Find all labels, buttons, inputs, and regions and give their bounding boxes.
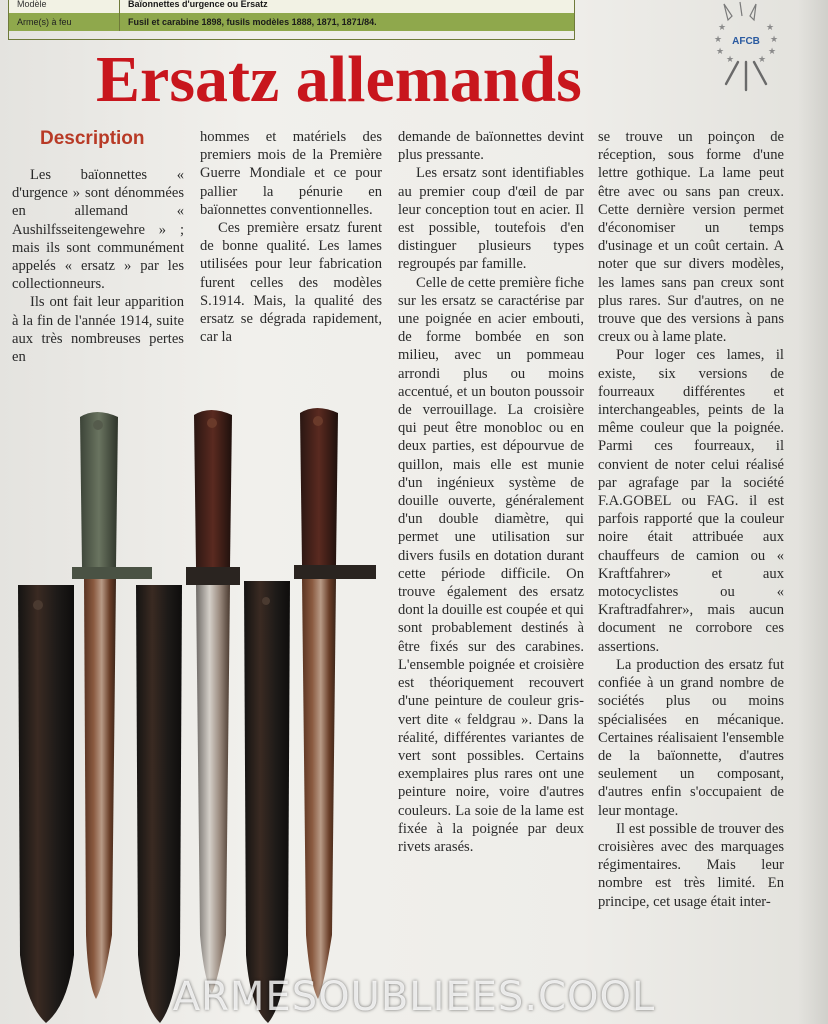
spec-table <box>8 0 575 40</box>
svg-text:★: ★ <box>716 46 725 56</box>
svg-text:★: ★ <box>766 22 775 32</box>
paragraph: se trouve un poinçon de réception, sous forme d'une lettre gothique. La lame peut être avec ou sans pan creux. Cette dernière version permet d'économiser un temps d'usinage et un coût certain. A noter que sur divers modèles, les lames sans pan creux sont plus rares. Sur d'autres, on ne trouve que des versions à pans creux ou à lame plate. <box>598 129 784 346</box>
paragraph: Il est possible de trouver des croisières avec des marquages régimentaires. Mais leur nombre est très limité. En principe, cet usage était inter- <box>598 820 784 910</box>
scabbard <box>18 585 74 1023</box>
svg-text:★: ★ <box>768 46 777 56</box>
spec-value: Fusil et carabine 1898, fusils modèles 1888, 1871, 1871/84. <box>128 17 377 27</box>
spec-row-model <box>9 0 574 13</box>
section-heading: Description <box>40 128 145 149</box>
text-column-1 <box>12 166 184 366</box>
paragraph: Pour loger ces lames, il existe, six versions de fourreaux différentes et interchangeables, peints de la même couleur que la poignée. Parmi ces fourreaux, il convient de noter celui réalisé par agrafage par la société F.A.GOBEL ou FAG. il est parfois rapporté que la couleur noire était attribuée aux chauffeurs de camion ou « Kraftfahrer» et aux motocyclistes ou « Kraftradfahrer», mais aucun document ne corrobore ces assertions. <box>598 347 784 655</box>
paragraph: La production des ersatz fut confiée à un grand nombre de sociétés plus ou moins spécialisées en mécanique. Certaines réalisaient l'ensemble de la baïonnette, d'autres seulement un composant, d'autres enfin s'occupaient de leur montage. <box>598 656 784 819</box>
spec-value: Baïonnettes d'urgence ou Ersatz <box>128 0 268 9</box>
paragraph: Ces première ersatz furent de bonne qualité. Les lames utilisées pour leur fabrication furent celles des modèles S.1914. Mais, la qualité des ersatz se dégrada rapidement, car la <box>200 220 382 346</box>
paragraph: Ils ont fait leur apparition à la fin de l'année 1914, suite aux très nombreuses pertes en <box>12 294 184 366</box>
svg-text:★: ★ <box>758 54 767 64</box>
paragraph: Les baïonnettes « d'urgence » sont dénommées en allemand « Aushilfsseitengewehre » ; mais ils sont communément appelés « ersatz » par les collectionneurs. <box>12 167 184 293</box>
text-column-4 <box>598 128 784 1024</box>
bayonets-photo <box>8 395 386 1024</box>
text-column-3 <box>398 128 584 1024</box>
paragraph: hommes et matériels des premiers mois de la Première Guerre Mondiale et ce pour pallier la pénurie en baïonnettes conventionnelles. <box>200 129 382 218</box>
svg-text:★: ★ <box>770 34 779 44</box>
page-edge-shadow <box>798 0 828 1024</box>
svg-text:★: ★ <box>726 54 735 64</box>
svg-text:★: ★ <box>718 22 727 32</box>
svg-text:AFCB: AFCB <box>732 36 760 47</box>
paragraph: Celle de cette première fiche sur les ersatz se caractérise par une poignée en acier embouti, de forme bombée en son milieu, avec un pommeau arrondi plus ou moins accentué, et un bouton poussoir de verrouillage. La croisière qui peut être monobloc ou en deux parties, est dépourvue de quillon, mais elle est munie d'un ingénieux système de douille ouverte, généralement d'un double diamètre, qui permet une utilisation sur divers fusils en dotation durant cette période difficile. On trouve également des ersatz dont la douille est coupée et qui sont probablement destinés à être fixés sur des carabines. L'ensemble poignée et croisière est théoriquement recouvert d'une peinture de couleur gris-vert dite « feldgrau ». Dans la réalité, différentes variantes de vert sont possibles. Certains exemplaires plus rares ont une peinture noire, voire d'autres couleurs. La soie de la lame est fixée à la poignée par deux rivets arasés. <box>398 274 584 855</box>
watermark: ARMESOUBLIEES.COOL <box>172 974 656 1020</box>
spec-label: Modèle <box>9 0 120 13</box>
paragraph: demande de baïonnettes devint plus pressante. <box>398 129 584 164</box>
spec-label: Arme(s) à feu <box>9 13 120 31</box>
article-title: Ersatz allemands <box>96 43 582 116</box>
paragraph: Les ersatz sont identifiables au premier coup d'œil de par leur conception tout en acier. Il est possible, toutefois d'en distinguer plusieurs types regroupés par famille. <box>398 165 584 273</box>
afcb-logo <box>712 0 780 92</box>
spec-row-firearms <box>9 13 574 31</box>
svg-text:★: ★ <box>714 34 723 44</box>
text-column-2 <box>200 128 382 346</box>
